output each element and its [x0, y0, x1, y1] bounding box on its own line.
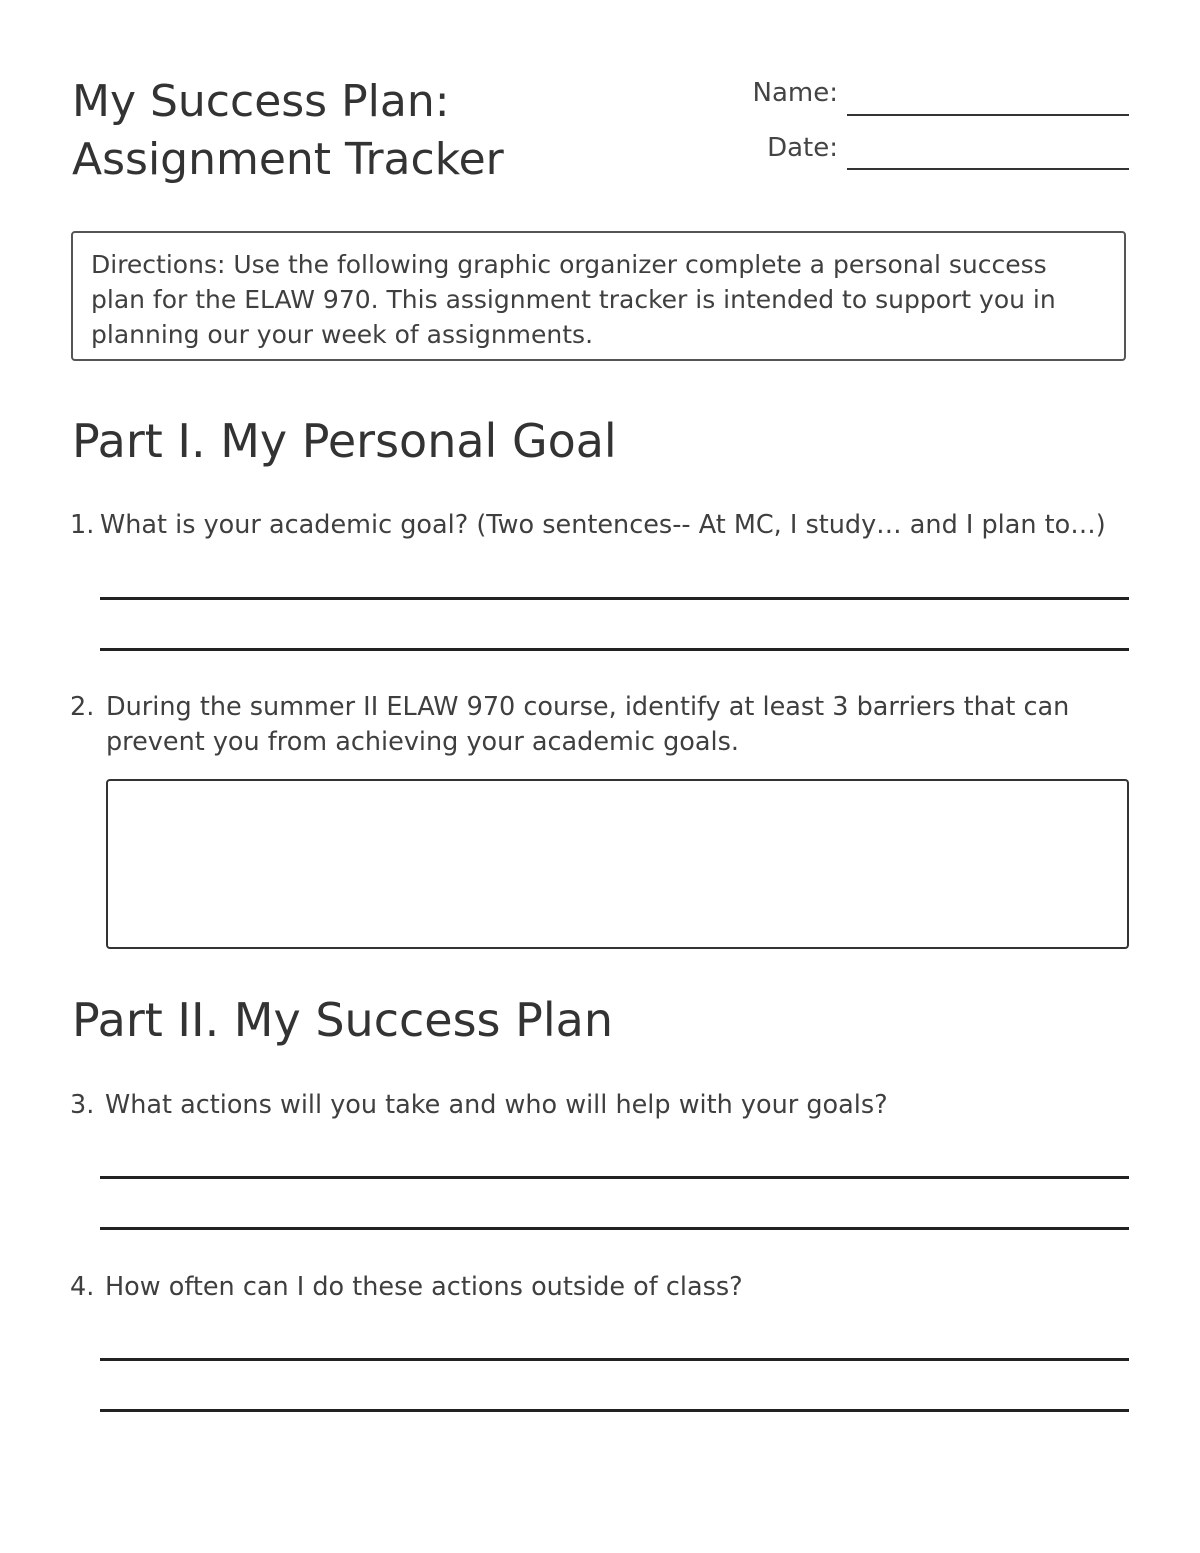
question-2: [70, 690, 1140, 760]
question-2-text-line-1: During the summer II ELAW 970 course, identify at least 3 barriers that can: [106, 692, 1070, 722]
directions-box: [71, 231, 1126, 361]
name-label: Name:: [752, 78, 838, 108]
question-1-text: What is your academic goal? (Two sentences-- At MC, I study… and I plan to…): [100, 510, 1106, 540]
question-1: [70, 508, 1140, 543]
question-3: [70, 1088, 1140, 1123]
question-3-text: What actions will you take and who will help with your goals?: [105, 1090, 888, 1120]
question-1-answer-line-1[interactable]: [100, 597, 1129, 600]
question-2-number: 2.: [70, 692, 95, 722]
question-4-number: 4.: [70, 1272, 95, 1302]
date-label: Date:: [767, 133, 838, 163]
page-title-line-1: My Success Plan:: [72, 76, 450, 127]
question-1-answer-line-2[interactable]: [100, 648, 1129, 651]
question-4-answer-line-2[interactable]: [100, 1409, 1129, 1412]
question-1-number: 1.: [70, 510, 95, 540]
question-3-answer-line-2[interactable]: [100, 1227, 1129, 1230]
directions-text: Directions: Use the following graphic organizer complete a personal success plan for the ELAW 970. This assignment tracker is intended to support you in planning our your week of assignments.: [91, 250, 1056, 349]
question-4: [70, 1270, 1140, 1305]
question-2-text-line-2: prevent you from achieving your academic goals.: [106, 727, 739, 757]
part-1-heading: Part I. My Personal Goal: [72, 414, 617, 468]
date-field[interactable]: [847, 168, 1129, 170]
question-4-answer-line-1[interactable]: [100, 1358, 1129, 1361]
name-field[interactable]: [847, 114, 1129, 116]
question-3-number: 3.: [70, 1090, 95, 1120]
page-title-line-2: Assignment Tracker: [72, 134, 504, 185]
question-2-answer-box[interactable]: [106, 779, 1129, 949]
question-4-text: How often can I do these actions outside of class?: [105, 1272, 743, 1302]
part-2-heading: Part II. My Success Plan: [72, 993, 613, 1047]
question-3-answer-line-1[interactable]: [100, 1176, 1129, 1179]
